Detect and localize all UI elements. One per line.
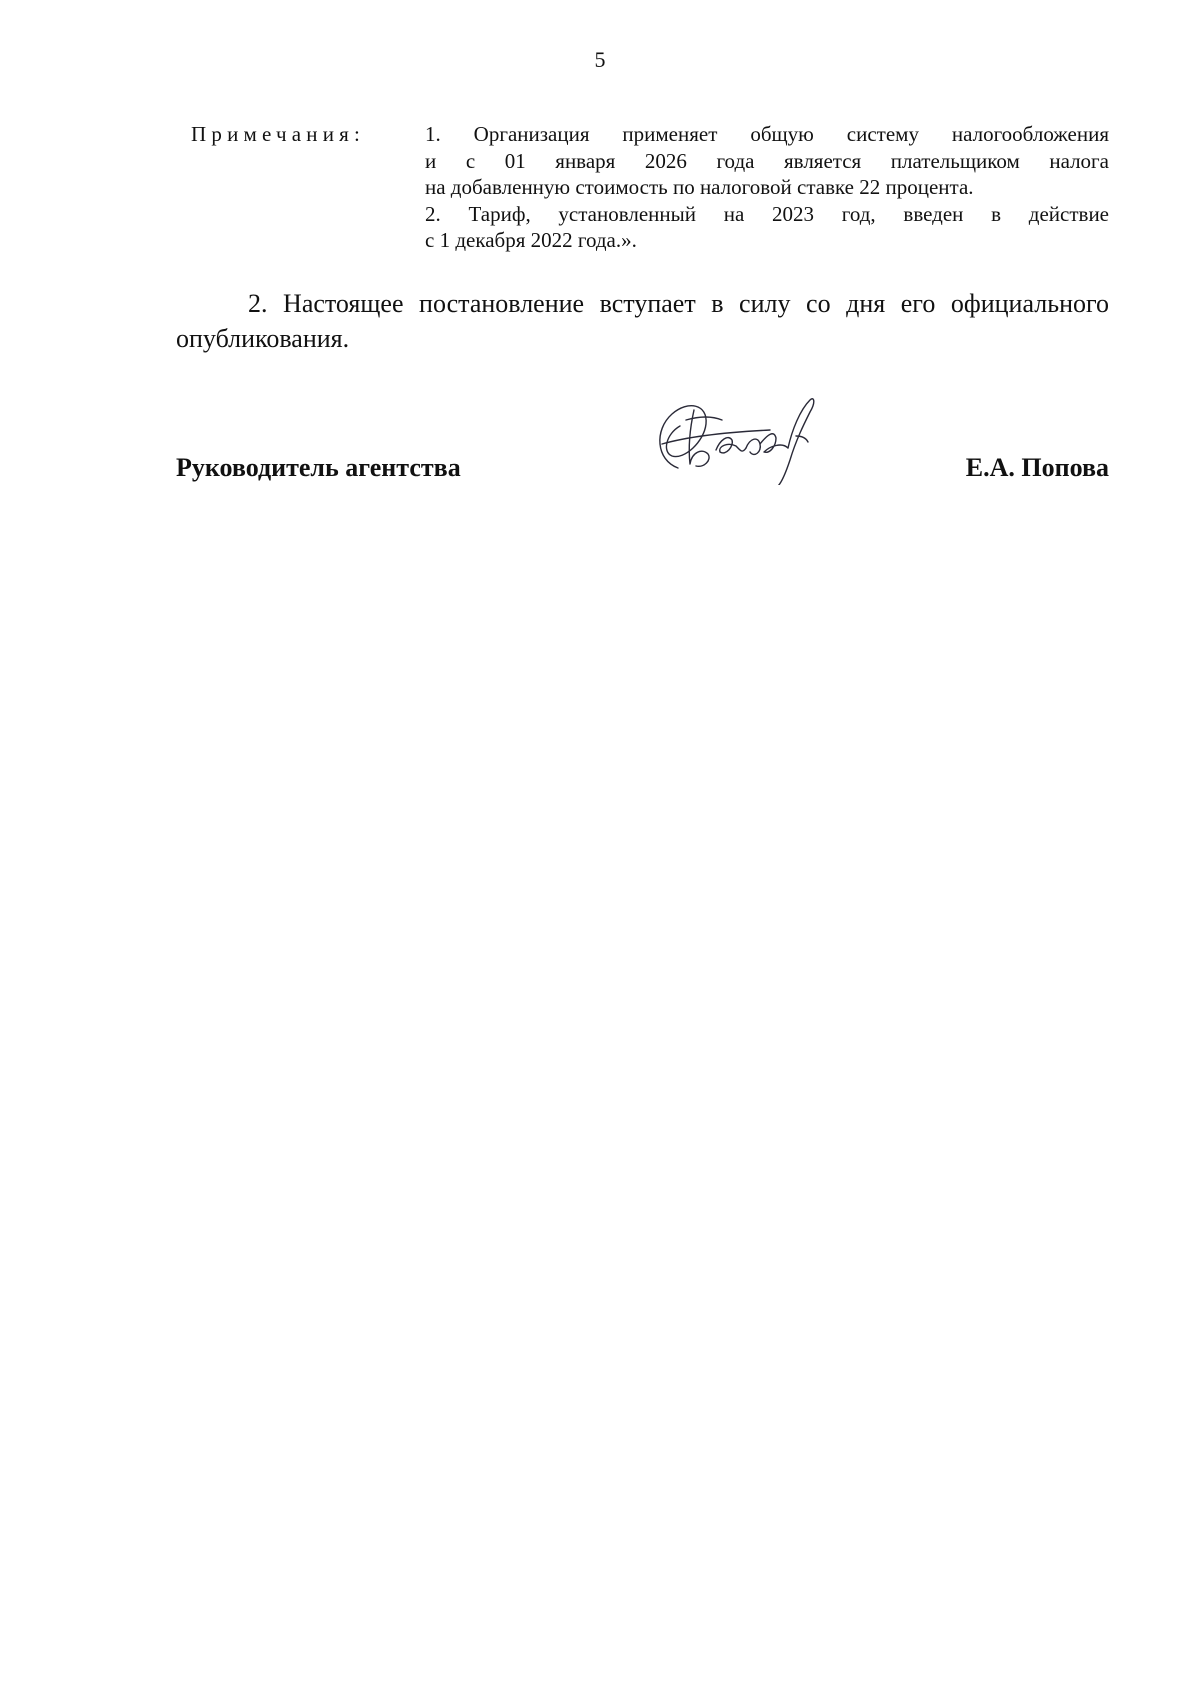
handwritten-signature [650, 390, 835, 485]
note-line: на добавленную стоимость по налоговой ставке 22 процента. [425, 175, 974, 199]
notes-list [425, 121, 1109, 254]
signatory-name: Е.А. Попова [965, 453, 1109, 482]
note-line: 1. Организация применяет общую систему налогообложения [425, 122, 1109, 146]
paragraph-line: 2. Настоящее постановление вступает в силу со дня его официального [248, 289, 1109, 318]
paragraph-line: опубликования. [176, 324, 350, 353]
notes-label: Примечания: [191, 122, 366, 146]
page-number: 5 [594, 47, 606, 72]
signatory-title: Руководитель агентства [176, 453, 461, 482]
note-line: и с 01 января 2026 года является плательщиком налога [425, 148, 1109, 173]
note-line: с 1 декабря 2022 года.». [425, 228, 637, 252]
note-line: 2. Тариф, установленный на 2023 год, введен в действие [425, 201, 1109, 226]
paragraph-effective-date [176, 286, 1109, 356]
